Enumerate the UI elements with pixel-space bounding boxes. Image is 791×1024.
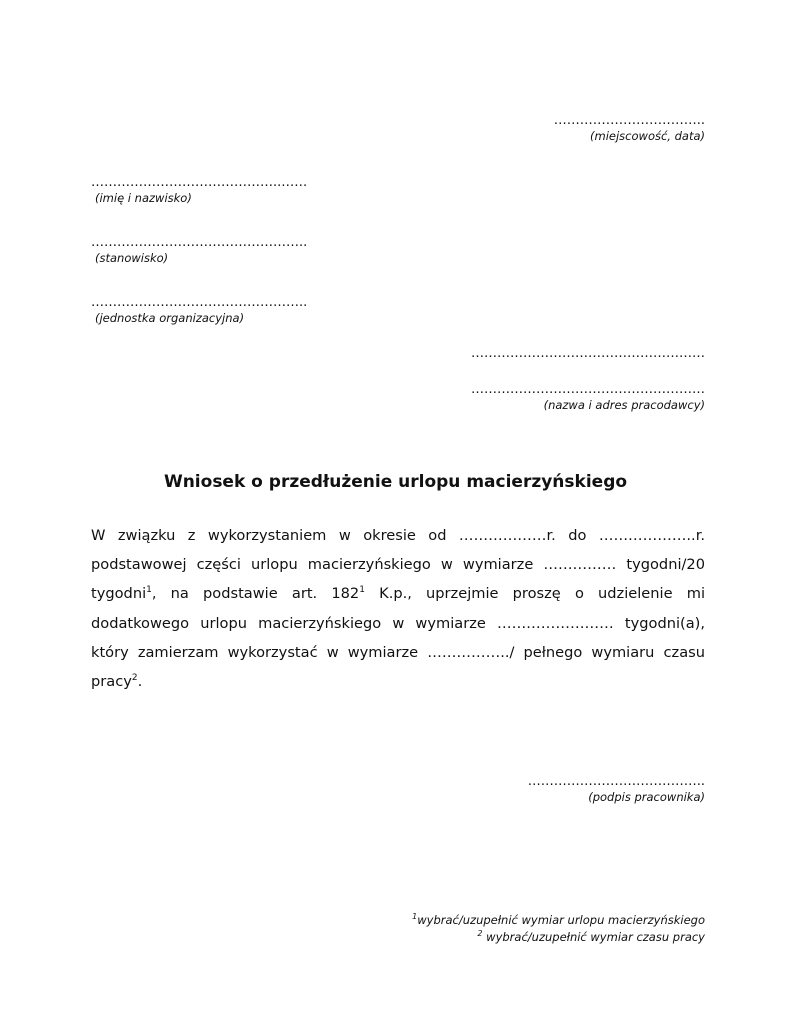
body-text-part-3: K.p., uprzejmie proszę o udzielenie mi dodatkowego urlopu macierzyńskiego w wymiarze …………………… tygodni(a), który zamierzam wykorzystać w wymiarze ……………../ pełnego wymiaru czasu pracy <box>91 585 705 691</box>
employee-unit-block <box>91 295 307 326</box>
employer-caption: (nazwa i adres pracodawcy) <box>543 398 705 412</box>
employee-unit-field[interactable]: ………………………………………….. <box>91 295 308 310</box>
employee-position-block <box>91 235 307 266</box>
footnotes <box>412 912 705 946</box>
employee-position-field[interactable]: ………………………………………….. <box>91 235 308 250</box>
request-body <box>91 521 705 696</box>
signature-block <box>528 774 705 805</box>
employee-unit-caption: (jednostka organizacyjna) <box>95 311 245 325</box>
body-text-part-1: W związku z wykorzystaniem w okresie od ………………r. do ………………..r. podstawowej części urlopu macierzyńskiego w wymiarze …………… tygodni/20 tygodni <box>91 527 705 603</box>
employer-line2-field[interactable]: ……………………………………………… <box>471 382 705 397</box>
employer-block <box>471 346 705 413</box>
footnote-marker-2: 2 <box>131 673 138 684</box>
employer-line1-field[interactable]: ……………………………………………… <box>471 346 705 361</box>
signature-field[interactable]: ………………………………….. <box>527 774 705 789</box>
footnote-2-marker: 2 <box>477 929 483 939</box>
employee-name-caption: (imię i nazwisko) <box>95 191 192 205</box>
signature-caption: (podpis pracownika) <box>588 790 705 804</box>
footnote-1-text: wybrać/uzupełnić wymiar urlopu macierzyńskiego <box>417 913 705 927</box>
footnote-marker-1a: 1 <box>146 585 152 596</box>
footnote-1-marker: 1 <box>412 912 418 922</box>
employee-name-field[interactable]: ……………………………………..…… <box>91 175 308 190</box>
footnote-1 <box>412 912 705 929</box>
place-date-block <box>554 113 705 144</box>
body-text-part-2: , na podstawie art. 182 <box>151 585 360 603</box>
place-date-caption: (miejscowość, data) <box>590 129 705 143</box>
footnote-marker-1b: 1 <box>359 585 365 596</box>
footnote-2-text: wybrać/uzupełnić wymiar czasu pracy <box>482 930 705 944</box>
place-date-field[interactable]: …………………………….. <box>553 113 705 128</box>
body-text-part-4: . <box>137 673 143 691</box>
employee-position-caption: (stanowisko) <box>95 251 169 265</box>
footnote-2 <box>412 929 705 946</box>
document-title: Wniosek o przedłużenie urlopu macierzyńskiego <box>163 472 628 492</box>
employee-name-block <box>91 175 307 206</box>
